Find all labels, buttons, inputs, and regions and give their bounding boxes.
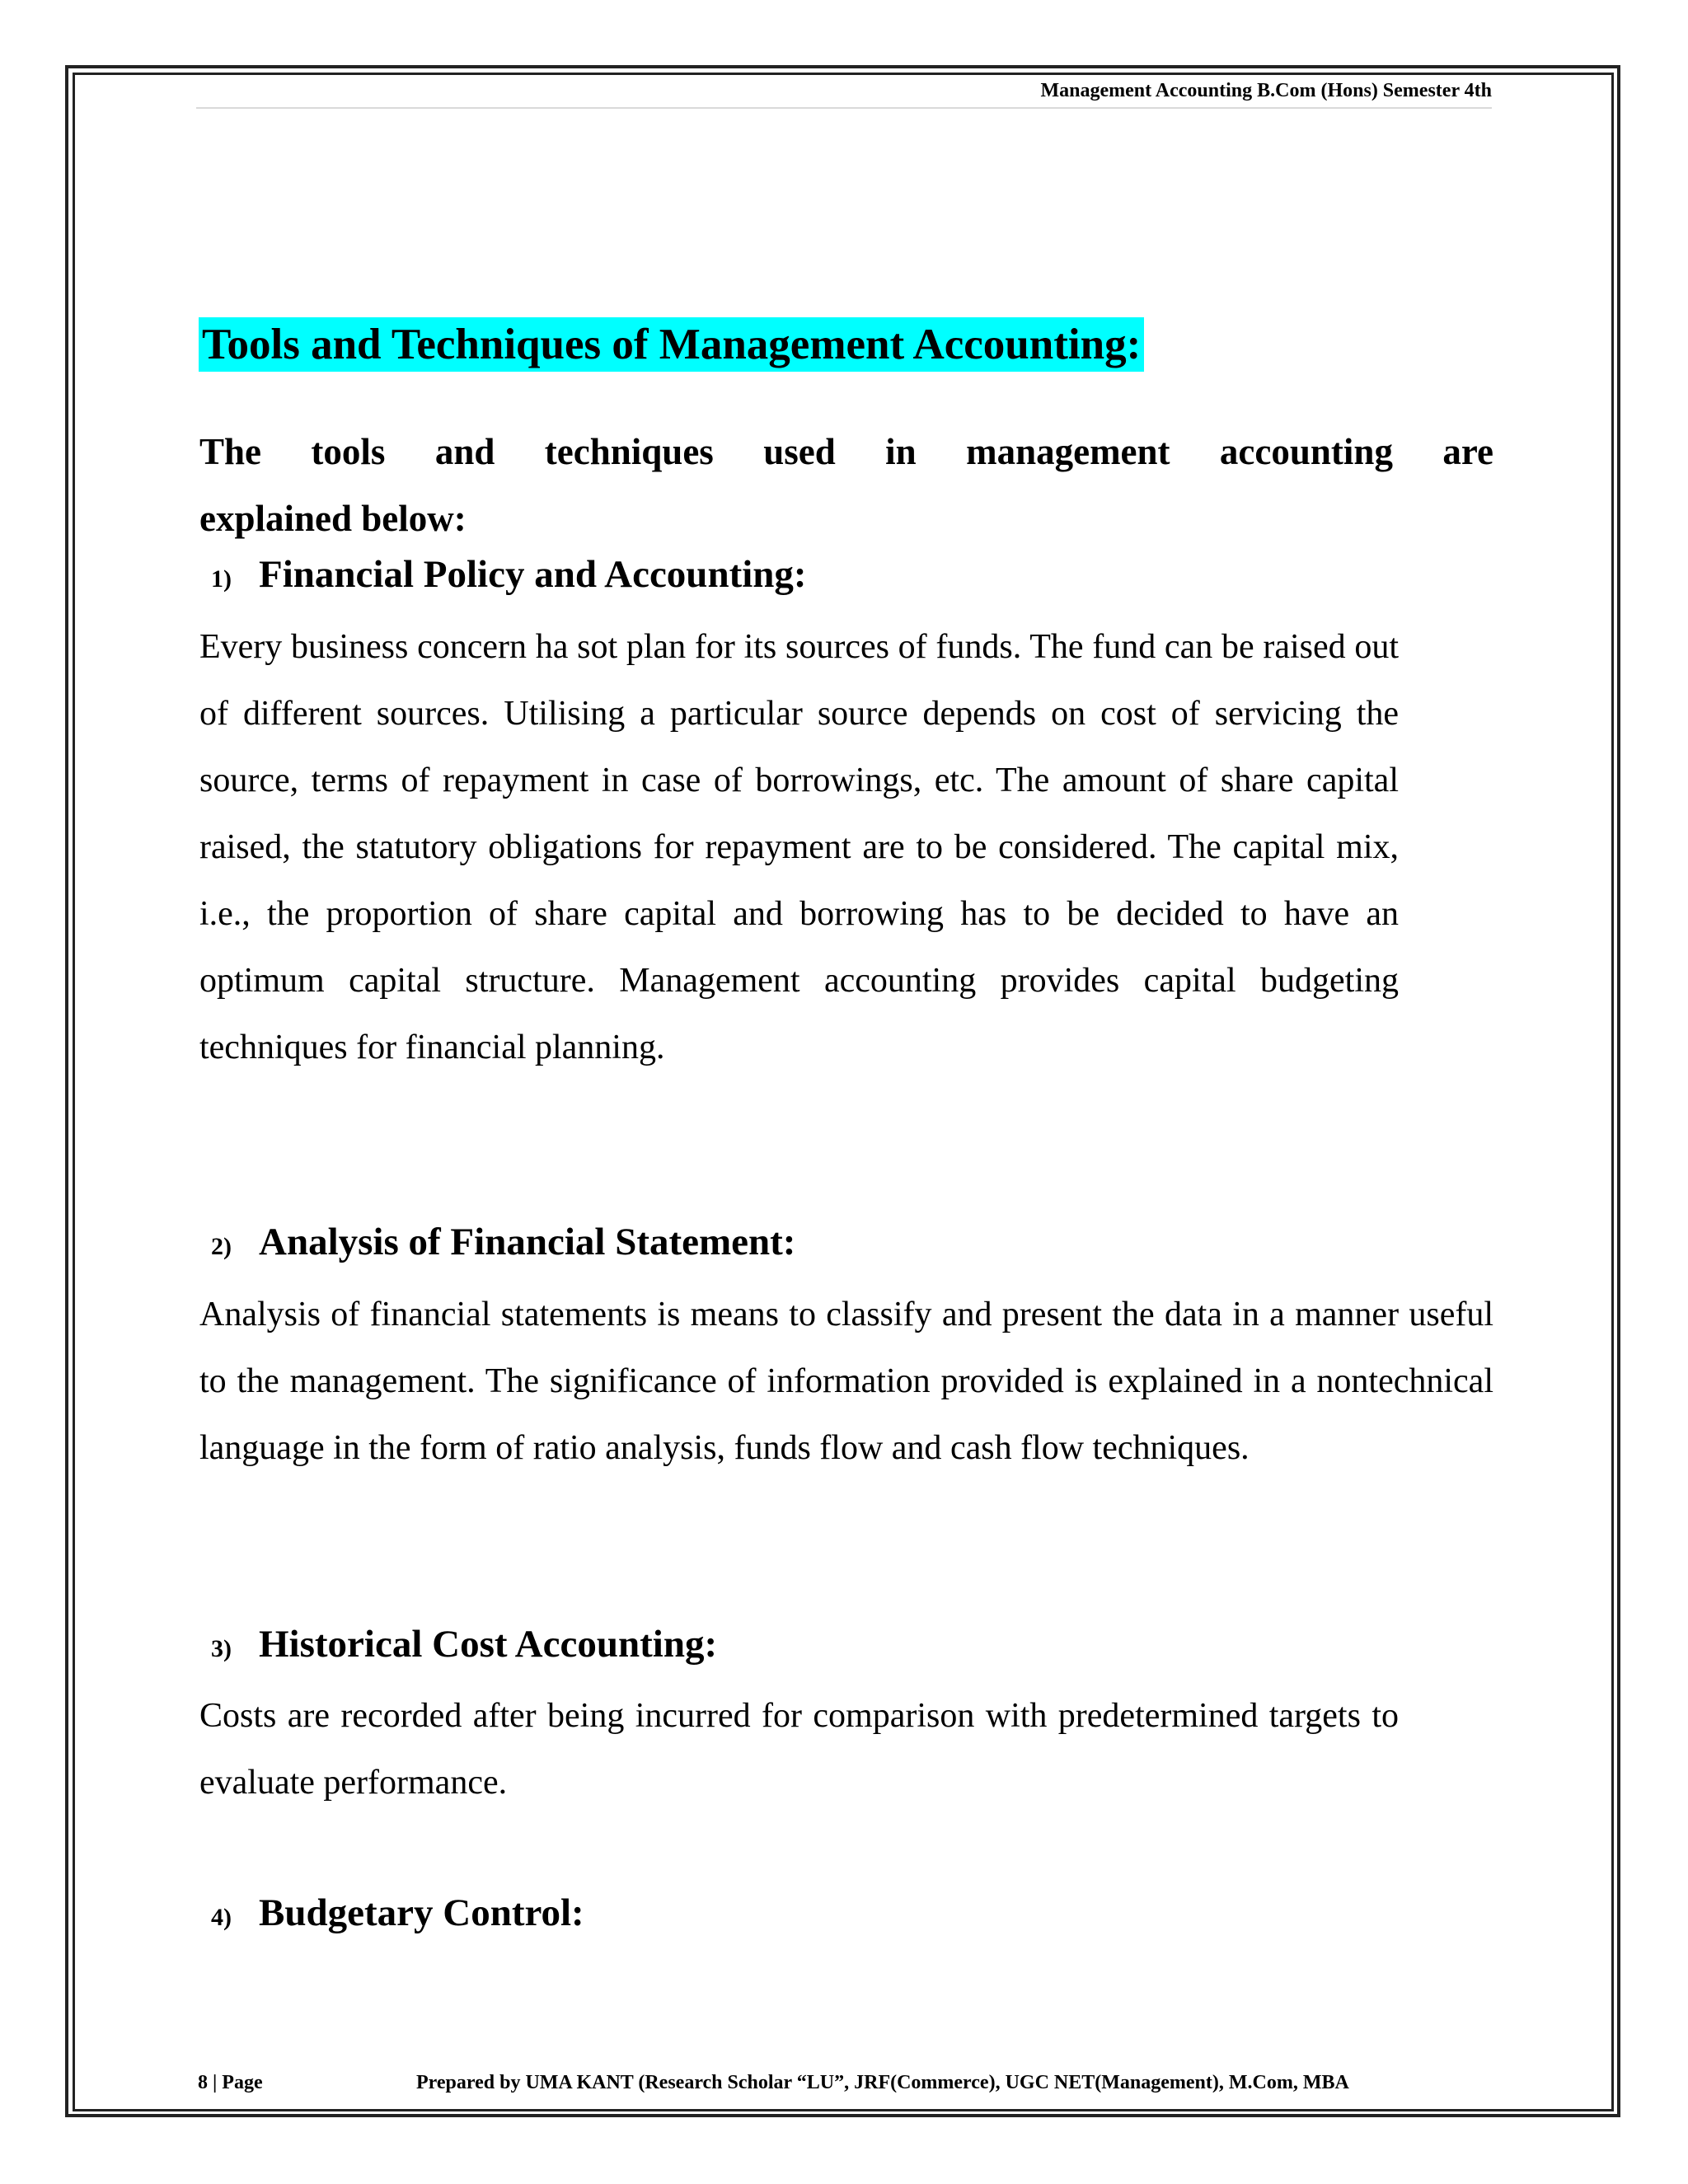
body-line: amount of share capital raised, the statutory obligations for repayment are to: [199, 762, 1399, 866]
body-line: targets to evaluate performance.: [199, 1697, 1399, 1802]
section-heading-financial-statement: [211, 1217, 795, 1272]
body-line: cash flow techniques.: [950, 1429, 1250, 1467]
body-line: Management accounting provides capital budgeting techniques for financial: [199, 962, 1400, 1066]
intro-line: The tools and techniques used in management accounting are: [199, 431, 1493, 472]
section-number: 4): [211, 1904, 232, 1931]
section-number: 3): [211, 1635, 232, 1662]
section-body-financial-policy: [199, 614, 1399, 1081]
section-number: 2): [211, 1233, 232, 1260]
section-heading-budgetary-control: [211, 1888, 584, 1943]
body-line: Every business concern ha sot plan for its sources of funds. The fund can be: [199, 628, 1254, 666]
section-title: Analysis of Financial Statement:: [259, 1221, 796, 1263]
body-line: Costs are recorded after being incurred for comparison with predetermined: [199, 1697, 1259, 1735]
body-line: manner useful to the management. The significance of information provided is: [199, 1296, 1494, 1400]
body-line: Analysis of financial statements is means to classify and present the data in a: [199, 1296, 1285, 1333]
section-body-historical-cost: [199, 1683, 1399, 1816]
section-number: 1): [211, 565, 232, 593]
header-divider: [196, 107, 1492, 109]
body-line: explained in a nontechnical language in the form of ratio analysis, funds flow and: [199, 1362, 1493, 1467]
section-title: Historical Cost Accounting:: [259, 1623, 718, 1666]
section-body-financial-statement: [199, 1282, 1493, 1482]
body-line: raised out of different sources. Utilising a particular source depends on cost of: [199, 628, 1400, 733]
footer-credit: Prepared by UMA KANT (Research Scholar “LU”, JRF(Commerce), UGC NET(Management), M.Com, MBA: [416, 2072, 1349, 2093]
body-line: planning.: [535, 1029, 665, 1066]
page-title: Tools and Techniques of Management Accounting:: [199, 317, 1144, 372]
body-line: be considered. The capital mix, i.e., the proportion of share capital and: [199, 828, 1399, 933]
running-header: Management Accounting B.Com (Hons) Semester 4th: [1040, 80, 1492, 101]
body-line: borrowing has to be decided to have an optimum capital structure.: [199, 895, 1399, 1000]
body-line: servicing the source, terms of repayment in case of borrowings, etc. The: [199, 695, 1400, 799]
section-title: Budgetary Control:: [259, 1891, 584, 1934]
intro-paragraph: [199, 419, 1493, 552]
section-title: Financial Policy and Accounting:: [259, 553, 807, 596]
section-heading-historical-cost: [211, 1619, 717, 1674]
section-heading-financial-policy: [211, 550, 807, 604]
page-number: 8 | Page: [198, 2072, 263, 2093]
intro-line: explained below:: [199, 498, 467, 539]
